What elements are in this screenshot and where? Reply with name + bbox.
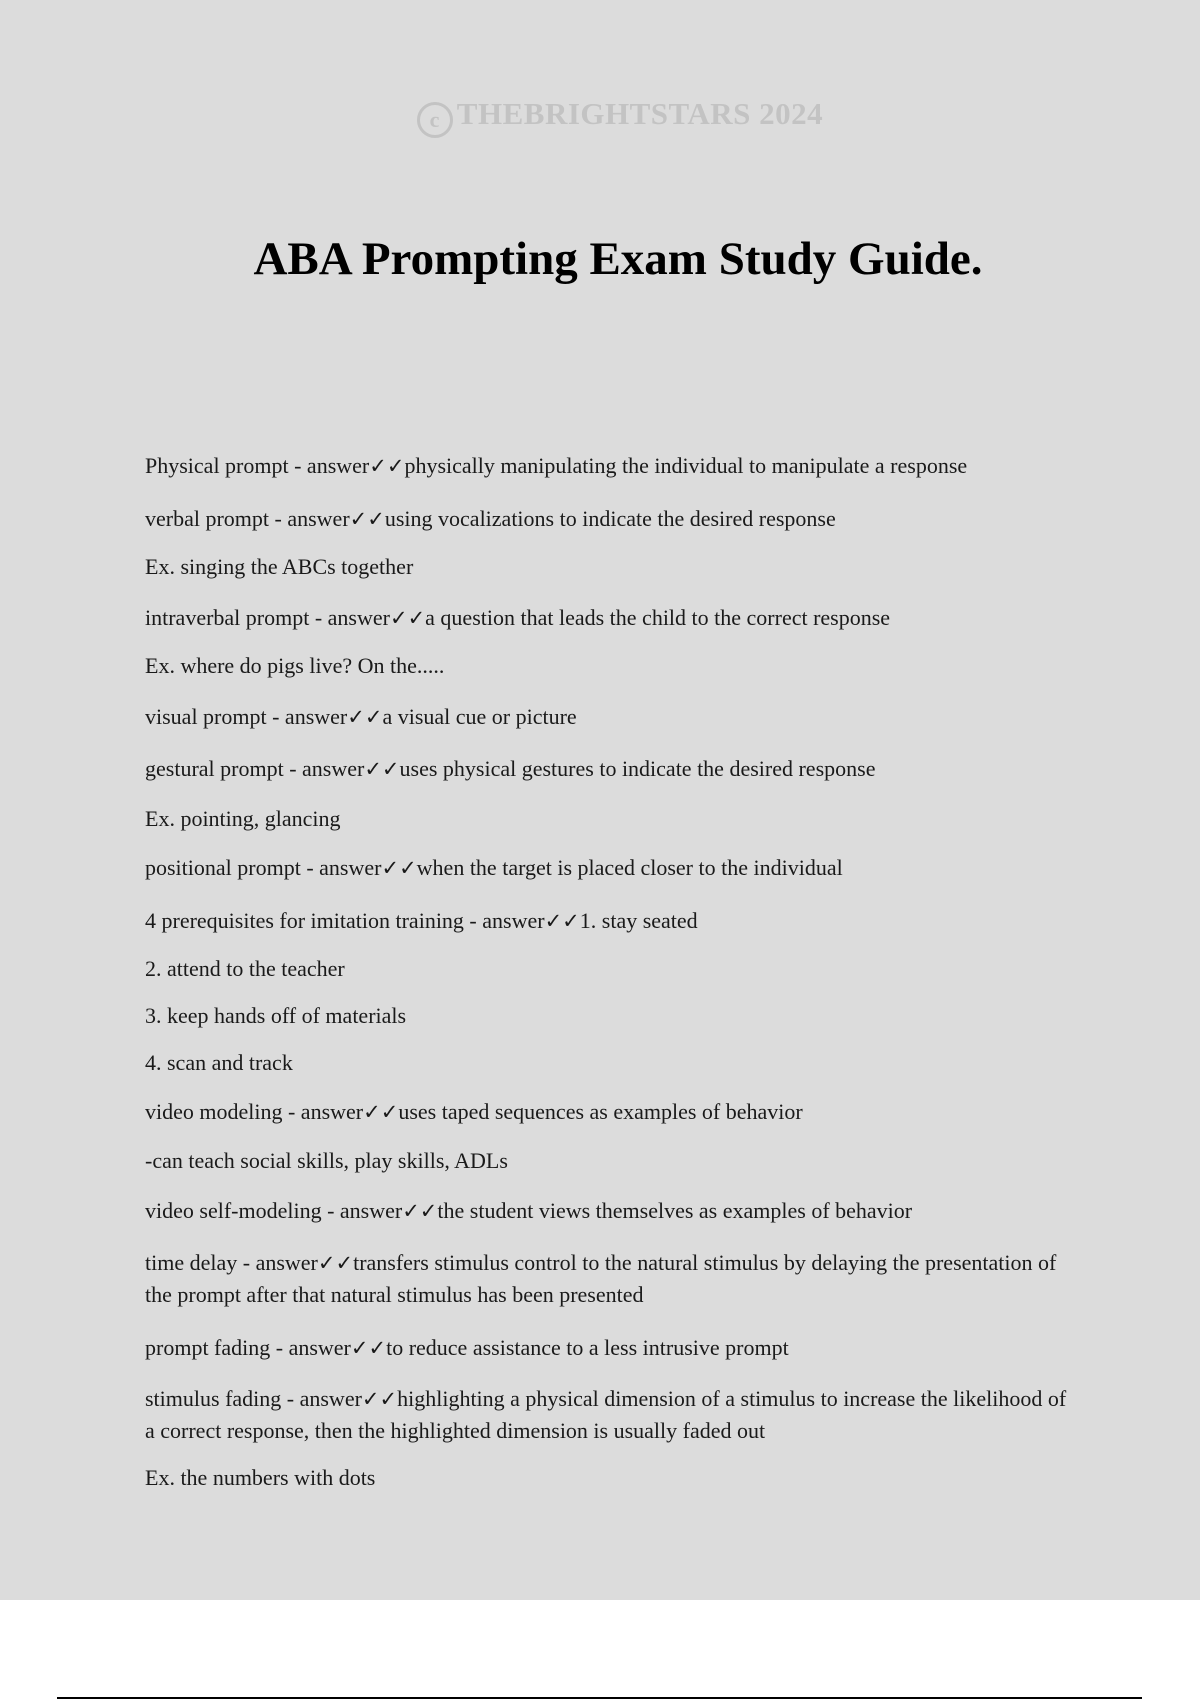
entry-definition: highlighting a physical dimension of a stimulus to increase the likelihood of a correct response, then the highlighted dimension is usually faded out (145, 1386, 1067, 1443)
entry-definition: 1. stay seated (579, 908, 698, 933)
entry-term: visual prompt - answer (145, 704, 348, 729)
study-note: 3. keep hands off of materials (145, 1003, 407, 1028)
entry-term: time delay - answer (145, 1250, 318, 1275)
entry-term: video modeling - answer (145, 1099, 364, 1124)
entry-definition: transfers stimulus control to the natural stimulus by delaying the presentation of the prompt after that natural stimulus has been presented (145, 1250, 1057, 1307)
study-entry (145, 701, 1075, 733)
entry-definition: using vocalizations to indicate the desired response (384, 506, 836, 531)
study-entry (145, 905, 1075, 937)
page-title: ABA Prompting Exam Study Guide. (253, 233, 983, 285)
double-check-icon: ✓✓ (402, 1199, 438, 1223)
footer-divider (57, 1697, 1142, 1699)
double-check-icon: ✓✓ (361, 1387, 398, 1411)
double-check-icon: ✓✓ (317, 1251, 354, 1275)
entry-term: intraverbal prompt - answer (145, 605, 390, 630)
study-note: 4. scan and track (145, 1050, 293, 1075)
entry-definition: when the target is placed closer to the individual (416, 855, 843, 880)
entry-definition: physically manipulating the individual to manipulate a response (404, 453, 968, 478)
double-check-icon: ✓✓ (349, 507, 385, 531)
study-entry (145, 503, 1075, 535)
study-entry (145, 1247, 1075, 1310)
double-check-icon: ✓✓ (350, 1336, 387, 1360)
entry-definition: a question that leads the child to the correct response (425, 605, 891, 630)
double-check-icon: ✓✓ (363, 1100, 399, 1124)
study-entry (145, 852, 1075, 884)
entry-term: stimulus fading - answer (145, 1386, 362, 1411)
entry-term: verbal prompt - answer (145, 506, 350, 531)
entry-definition: a visual cue or picture (382, 704, 577, 729)
double-check-icon: ✓✓ (381, 856, 417, 880)
double-check-icon: ✓✓ (389, 606, 426, 630)
study-note: Ex. pointing, glancing (145, 806, 341, 831)
double-check-icon: ✓✓ (544, 909, 580, 933)
entry-definition: uses taped sequences as examples of behavior (398, 1099, 803, 1124)
watermark-text: THEBRIGHTSTARS 2024 (456, 96, 824, 131)
study-note: Ex. where do pigs live? On the..... (145, 653, 445, 678)
entry-term: 4 prerequisites for imitation training - answer (145, 908, 545, 933)
study-entry (145, 602, 1075, 634)
study-note: Ex. the numbers with dots (145, 1465, 376, 1490)
study-guide-content (145, 432, 1075, 1493)
study-note: -can teach social skills, play skills, ADLs (145, 1148, 508, 1173)
entry-definition: the student views themselves as examples of behavior (437, 1198, 913, 1223)
study-entry (145, 450, 1075, 482)
study-entry (145, 753, 1075, 785)
study-entry (145, 1332, 1075, 1364)
entry-term: video self-modeling - answer (145, 1198, 403, 1223)
double-check-icon: ✓✓ (347, 705, 383, 729)
copyright-icon: c (417, 102, 453, 138)
watermark (0, 96, 1200, 138)
study-note: 2. attend to the teacher (145, 956, 345, 981)
entry-definition: to reduce assistance to a less intrusive prompt (386, 1335, 789, 1360)
study-entry (145, 1195, 1075, 1227)
double-check-icon: ✓✓ (369, 454, 405, 478)
study-entry (145, 1383, 1075, 1446)
entry-term: Physical prompt - answer (145, 453, 370, 478)
study-note: Ex. singing the ABCs together (145, 554, 414, 579)
entry-term: prompt fading - answer (145, 1335, 351, 1360)
double-check-icon: ✓✓ (364, 757, 400, 781)
entry-term: gestural prompt - answer (145, 756, 365, 781)
entry-definition: uses physical gestures to indicate the desired response (399, 756, 876, 781)
entry-term: positional prompt - answer (145, 855, 382, 880)
study-entry (145, 1096, 1075, 1128)
